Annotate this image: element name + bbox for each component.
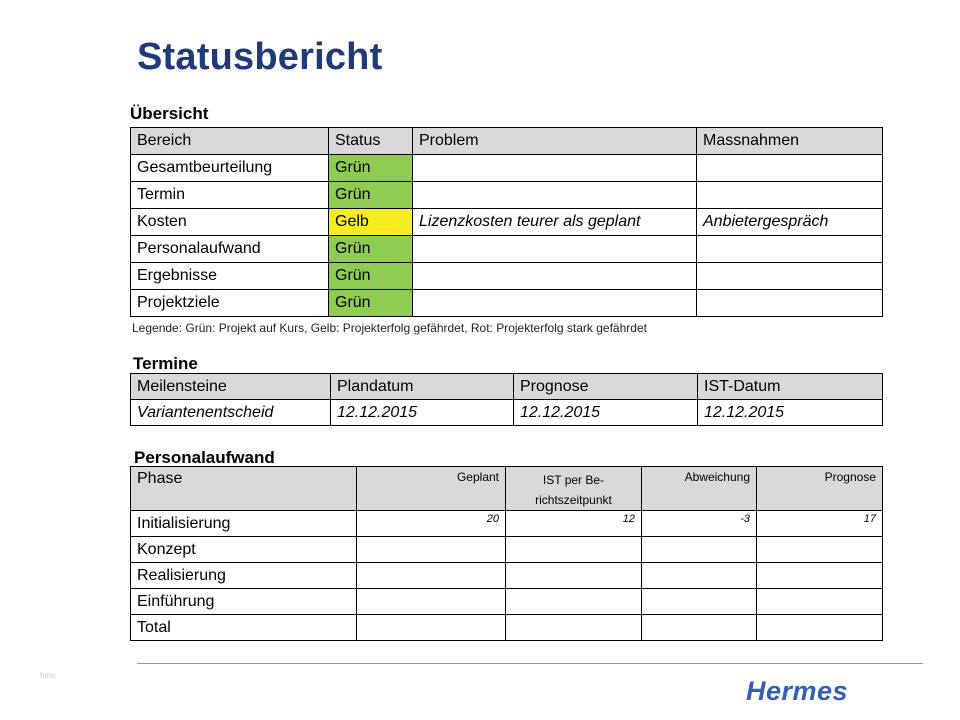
prognose-cell — [757, 589, 883, 615]
prognose-cell — [757, 615, 883, 641]
problem-cell — [413, 290, 697, 317]
table-row — [131, 400, 883, 426]
plandatum-cell: 12.12.2015 — [331, 400, 514, 426]
phase-cell: Einführung — [131, 589, 357, 615]
table-row — [131, 263, 883, 290]
prognose-cell — [757, 537, 883, 563]
overview-header-massnahmen: Massnahmen — [697, 128, 883, 155]
ist-cell — [506, 615, 642, 641]
footer-note: hmo — [40, 671, 56, 680]
table-row — [131, 537, 883, 563]
geplant-cell — [357, 537, 506, 563]
personal-header-row — [131, 467, 883, 511]
page-title: Statusbericht — [137, 36, 383, 78]
phase-cell: Total — [131, 615, 357, 641]
table-row — [131, 155, 883, 182]
bereich-cell: Gesamtbeurteilung — [131, 155, 329, 182]
prognose-cell: 12.12.2015 — [514, 400, 698, 426]
problem-cell: Lizenzkosten teurer als geplant — [413, 209, 697, 236]
hermes-logo: Hermes — [746, 676, 849, 706]
phase-cell: Konzept — [131, 537, 357, 563]
abweichung-cell — [642, 615, 757, 641]
abweichung-cell: -3 — [642, 511, 757, 537]
table-row — [131, 563, 883, 589]
bereich-cell: Termin — [131, 182, 329, 209]
massnahmen-cell — [697, 263, 883, 290]
prognose-cell: 17 — [757, 511, 883, 537]
overview-header-status: Status — [329, 128, 413, 155]
overview-table — [130, 127, 883, 317]
status-cell: Grün — [329, 182, 413, 209]
table-row — [131, 236, 883, 263]
termine-header-prognose: Prognose — [514, 374, 698, 400]
termine-table — [130, 373, 883, 426]
massnahmen-cell — [697, 155, 883, 182]
bereich-cell: Personalaufwand — [131, 236, 329, 263]
geplant-cell — [357, 615, 506, 641]
problem-cell — [413, 263, 697, 290]
overview-header-row — [131, 128, 883, 155]
personal-header-geplant: Geplant — [357, 467, 506, 511]
geplant-cell: 20 — [357, 511, 506, 537]
table-row — [131, 589, 883, 615]
massnahmen-cell — [697, 236, 883, 263]
meilenstein-cell: Variantenentscheid — [131, 400, 331, 426]
bereich-cell: Kosten — [131, 209, 329, 236]
phase-cell: Realisierung — [131, 563, 357, 589]
status-cell: Grün — [329, 263, 413, 290]
table-row — [131, 182, 883, 209]
personal-header-abweichung: Abweichung — [642, 467, 757, 511]
geplant-cell — [357, 589, 506, 615]
abweichung-cell — [642, 563, 757, 589]
termine-header-plandatum: Plandatum — [331, 374, 514, 400]
overview-header-bereich: Bereich — [131, 128, 329, 155]
footer-divider — [137, 663, 923, 664]
personal-header-prognose: Prognose — [757, 467, 883, 511]
table-row — [131, 209, 883, 236]
personal-header-ist: IST per Be-richtszeitpunkt — [506, 467, 642, 511]
table-row — [131, 511, 883, 537]
table-row — [131, 615, 883, 641]
abweichung-cell — [642, 589, 757, 615]
personal-heading: Personalaufwand — [134, 448, 275, 467]
overview-header-problem: Problem — [413, 128, 697, 155]
prognose-cell — [757, 563, 883, 589]
massnahmen-cell: Anbietergespräch — [697, 209, 883, 236]
bereich-cell: Ergebnisse — [131, 263, 329, 290]
personal-header-phase: Phase — [131, 467, 357, 511]
phase-cell: Initialisierung — [131, 511, 357, 537]
termine-heading: Termine — [133, 354, 198, 373]
status-cell: Grün — [329, 236, 413, 263]
ist-cell — [506, 589, 642, 615]
status-cell: Grün — [329, 290, 413, 317]
problem-cell — [413, 182, 697, 209]
status-legend: Legende: Grün: Projekt auf Kurs, Gelb: Projekterfolg gefährdet, Rot: Projekterfolg stark gefährdet — [132, 321, 647, 335]
termine-header-row — [131, 374, 883, 400]
overview-heading: Übersicht — [130, 104, 209, 123]
problem-cell — [413, 155, 697, 182]
status-cell: Grün — [329, 155, 413, 182]
geplant-cell — [357, 563, 506, 589]
abweichung-cell — [642, 537, 757, 563]
termine-header-ist-datum: IST-Datum — [698, 374, 883, 400]
ist-datum-cell: 12.12.2015 — [698, 400, 883, 426]
bereich-cell: Projektziele — [131, 290, 329, 317]
massnahmen-cell — [697, 290, 883, 317]
table-row — [131, 290, 883, 317]
personal-table — [130, 466, 883, 641]
termine-header-meilensteine: Meilensteine — [131, 374, 331, 400]
ist-cell — [506, 537, 642, 563]
massnahmen-cell — [697, 182, 883, 209]
ist-cell — [506, 563, 642, 589]
ist-cell: 12 — [506, 511, 642, 537]
problem-cell — [413, 236, 697, 263]
status-cell: Gelb — [329, 209, 413, 236]
